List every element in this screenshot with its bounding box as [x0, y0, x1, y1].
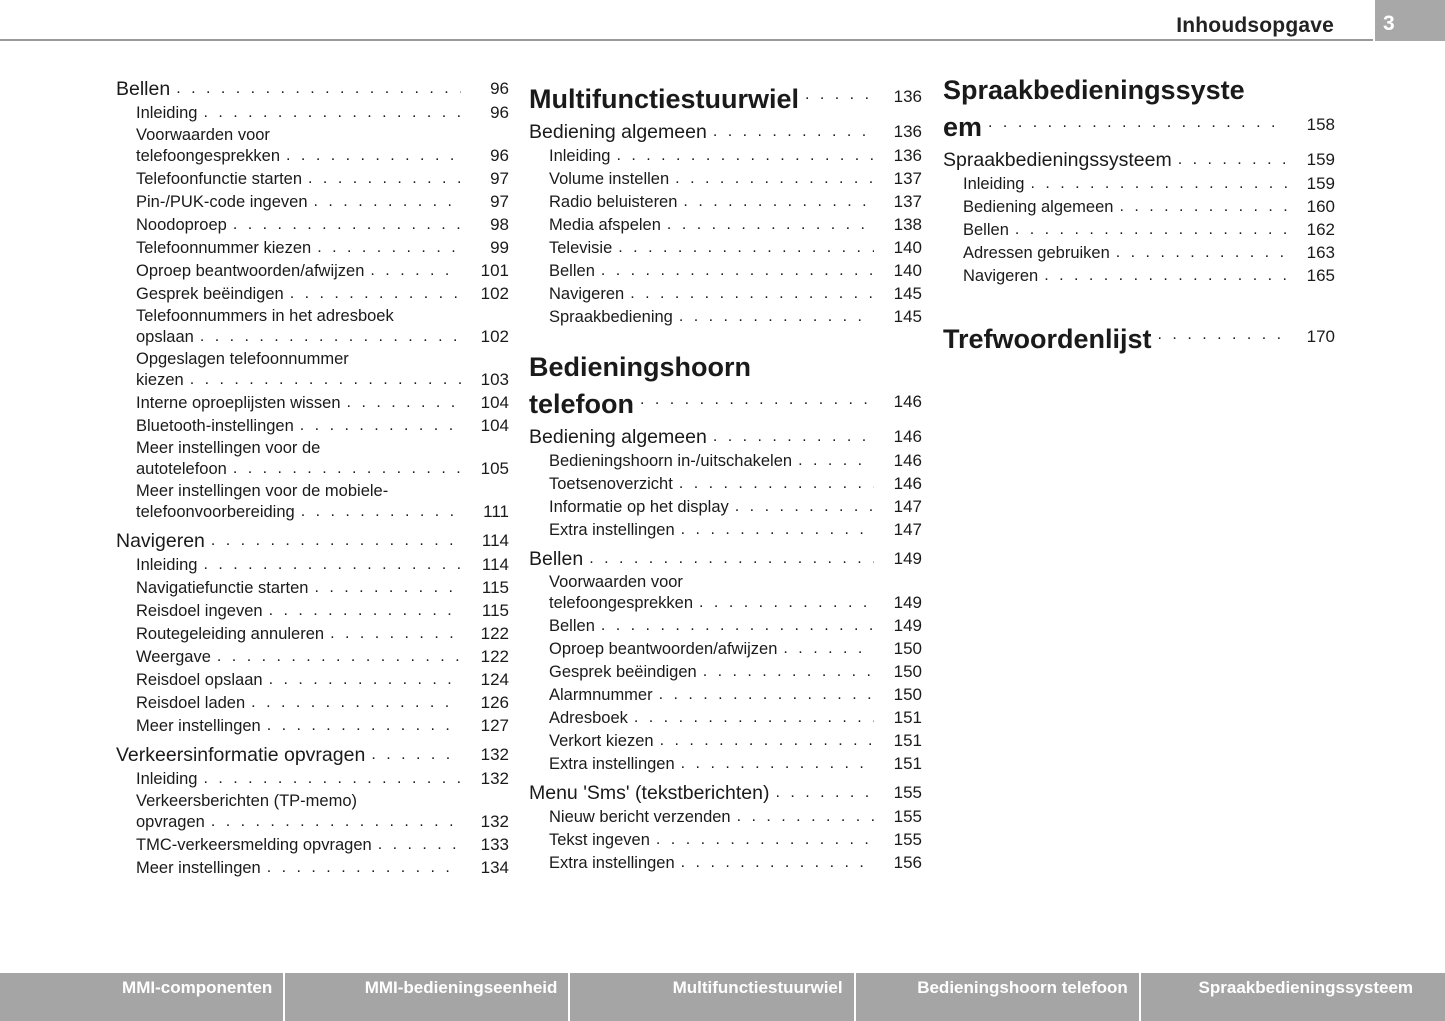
toc-chapter[interactable]	[943, 316, 1335, 353]
toc-subsection[interactable]	[116, 554, 509, 575]
toc-page-number: 145	[893, 284, 922, 303]
toc-entry-title: Bellen	[549, 617, 595, 635]
page-number: 3	[1383, 12, 1395, 35]
dot-leader	[1116, 242, 1287, 263]
dot-leader	[634, 707, 874, 728]
dot-leader	[713, 424, 874, 448]
toc-entry-title: Toetsenoverzicht	[549, 475, 673, 493]
toc-page-number: 156	[893, 853, 922, 872]
toc-entry-title: opvragen	[136, 813, 205, 831]
toc-page-number: 132	[480, 812, 509, 831]
toc-entry-title: Televisie	[549, 239, 613, 257]
toc-subsection[interactable]	[116, 415, 509, 436]
dot-leader	[286, 145, 461, 166]
toc-page-number: 136	[893, 122, 922, 141]
toc-page-number: 136	[893, 146, 922, 165]
toc-page-number: 170	[1306, 327, 1335, 346]
toc-column-3	[943, 76, 1335, 353]
dot-leader	[775, 780, 874, 804]
dot-leader	[601, 260, 874, 281]
toc-entry-title: telefoongesprekken	[549, 594, 694, 612]
toc-entry-title: Oproep beantwoorden/afwijzen	[136, 262, 365, 280]
toc-entry-title: Media afspelen	[549, 216, 661, 234]
dot-leader	[659, 684, 874, 705]
toc-entry-title: Spraakbediening	[549, 308, 673, 326]
toc-subsection[interactable]	[529, 473, 922, 494]
toc-page-number: 114	[481, 531, 509, 550]
toc-entry-title: Bediening algemeen	[963, 198, 1114, 216]
header-rule	[0, 39, 1373, 41]
toc-entry-title: Voorwaarden voor	[136, 126, 270, 144]
toc-page-number: 140	[893, 261, 922, 280]
dot-leader	[211, 811, 461, 832]
toc-subsection[interactable]	[116, 623, 509, 644]
toc-page-number: 151	[893, 754, 922, 773]
toc-subsection[interactable]	[116, 349, 509, 390]
dot-leader	[805, 76, 874, 109]
toc-page-number: 132	[480, 745, 509, 764]
toc-entry-title: Gesprek beëindigen	[549, 663, 697, 681]
toc-page-number: 158	[1306, 115, 1335, 134]
dot-leader	[378, 834, 461, 855]
dot-leader	[371, 742, 461, 766]
page-title: Inhoudsopgave	[1176, 14, 1334, 37]
toc-entry-title: Reisdoel ingeven	[136, 602, 263, 620]
toc-entry-title: Spraakbedieningssysteem	[943, 149, 1172, 171]
toc-entry-title: Nieuw bericht verzenden	[549, 808, 731, 826]
toc-subsection[interactable]	[529, 283, 922, 304]
dot-leader	[1178, 147, 1287, 171]
toc-subsection[interactable]	[529, 519, 922, 540]
toc-chapter[interactable]	[529, 353, 922, 418]
toc-entry-title: Weergave	[136, 648, 211, 666]
dot-leader	[267, 715, 461, 736]
dot-leader	[314, 577, 461, 598]
toc-page-number: 96	[490, 146, 509, 165]
dot-leader	[308, 168, 461, 189]
toc-column-1	[116, 76, 509, 878]
toc-entry-title: Verkeersberichten (TP-memo)	[136, 792, 357, 810]
toc-entry-title: Trefwoordenlijst	[943, 324, 1152, 354]
toc-page-number: 98	[490, 215, 509, 234]
toc-subsection[interactable]	[116, 600, 509, 621]
tab-bedieningshoorn-telefoon[interactable]: Bedieningshoorn telefoon	[856, 973, 1141, 1021]
toc-page-number: 159	[1306, 150, 1335, 169]
toc-subsection[interactable]	[116, 768, 509, 789]
toc-entry-title: Bediening algemeen	[529, 121, 707, 143]
toc-page-number: 134	[480, 858, 509, 877]
dot-leader	[713, 119, 874, 143]
toc-entry-title: Oproep beantwoorden/afwijzen	[549, 640, 778, 658]
toc-page-number: 111	[483, 502, 509, 521]
toc-page-number: 122	[480, 624, 509, 643]
toc-subsection[interactable]	[116, 577, 509, 598]
toc-entry-title: Extra instellingen	[549, 755, 675, 773]
toc-entry-title: Opgeslagen telefoonnummer	[136, 350, 349, 368]
dot-leader	[1158, 316, 1287, 349]
toc-subsection[interactable]	[529, 852, 922, 873]
dot-leader	[737, 806, 874, 827]
dot-leader	[640, 381, 874, 414]
dot-leader	[681, 852, 874, 873]
dot-leader	[190, 369, 461, 390]
toc-subsection[interactable]	[529, 306, 922, 327]
toc-entry-title: TMC-verkeersmelding opvragen	[136, 836, 372, 854]
toc-section[interactable]	[943, 147, 1335, 171]
dot-leader	[314, 191, 461, 212]
toc-page-number: 96	[490, 79, 509, 98]
toc-page-number: 150	[893, 639, 922, 658]
toc-page-number: 162	[1306, 220, 1335, 239]
toc-subsection[interactable]	[943, 173, 1335, 194]
toc-page-number: 137	[893, 169, 922, 188]
toc-page-number: 147	[893, 520, 922, 539]
toc-subsection[interactable]	[529, 496, 922, 517]
toc-page-number: 155	[893, 783, 922, 802]
toc-entry-title: Bluetooth-instellingen	[136, 417, 294, 435]
toc-subsection[interactable]	[116, 481, 509, 522]
toc-subsection[interactable]	[529, 730, 922, 751]
toc-entry-title: Navigeren	[963, 267, 1039, 285]
toc-subsection[interactable]	[529, 707, 922, 728]
toc-page-number: 127	[480, 716, 509, 735]
toc-subsection[interactable]	[116, 260, 509, 281]
toc-entry-title: Meer instellingen voor de	[136, 439, 321, 457]
dot-leader	[667, 214, 874, 235]
toc-page-number: 151	[893, 708, 922, 727]
toc-entry-title: Inleiding	[136, 770, 198, 788]
toc-entry-title: Telefoonnummers in het adresboek	[136, 307, 394, 325]
toc-entry-title: Meer instellingen	[136, 859, 261, 877]
toc-section[interactable]	[116, 742, 509, 766]
toc-page-number: 96	[490, 103, 509, 122]
toc-subsection[interactable]	[116, 168, 509, 189]
toc-subsection[interactable]	[529, 191, 922, 212]
dot-leader	[675, 168, 874, 189]
toc-entry-title: Noodoproep	[136, 216, 227, 234]
dot-leader	[988, 104, 1287, 137]
toc-entry-title: Reisdoel opslaan	[136, 671, 263, 689]
toc-column-2	[529, 76, 922, 873]
toc-page-number: 160	[1306, 197, 1335, 216]
dot-leader	[703, 661, 874, 682]
toc-subsection[interactable]	[529, 237, 922, 258]
toc-subsection[interactable]	[529, 806, 922, 827]
toc-subsection[interactable]	[529, 572, 922, 613]
dot-leader	[656, 829, 874, 850]
toc-section[interactable]	[116, 528, 509, 552]
dot-leader	[783, 638, 874, 659]
toc-page-number: 126	[480, 693, 509, 712]
dot-leader	[683, 191, 874, 212]
toc-page-number: 132	[480, 769, 509, 788]
toc-entry-title: Extra instellingen	[549, 521, 675, 539]
toc-subsection[interactable]	[943, 219, 1335, 240]
toc-section[interactable]	[529, 119, 922, 143]
toc-chapter[interactable]	[943, 76, 1335, 141]
toc-entry-title: Tekst ingeven	[549, 831, 650, 849]
toc-subsection[interactable]	[529, 615, 922, 636]
dot-leader	[211, 528, 461, 552]
toc-entry-title: Navigeren	[549, 285, 625, 303]
toc-page-number: 151	[893, 731, 922, 750]
toc-page-number: 149	[893, 593, 922, 612]
toc-page-number: 155	[893, 807, 922, 826]
toc-page-number: 115	[481, 578, 509, 597]
dot-leader	[233, 458, 461, 479]
toc-entry-title: telefoonvoorbereiding	[136, 503, 295, 521]
toc-entry-title: Informatie op het display	[549, 498, 729, 516]
dot-leader	[601, 615, 874, 636]
tab-mmi-bedieningseenheid[interactable]: MMI-bedieningseenheid	[285, 973, 570, 1021]
tab-mmi-componenten[interactable]: MMI-componenten	[0, 973, 285, 1021]
toc-page-number: 150	[893, 662, 922, 681]
dot-leader	[269, 600, 461, 621]
toc-entry-title: Adresboek	[549, 709, 628, 727]
toc-subsection[interactable]	[529, 168, 922, 189]
dot-leader	[203, 768, 461, 789]
toc-entry-title: Voorwaarden voor	[549, 573, 683, 591]
dot-leader	[1030, 173, 1287, 194]
toc-page-number: 137	[893, 192, 922, 211]
dot-leader	[370, 260, 461, 281]
toc-entry-title: Pin-/PUK-code ingeven	[136, 193, 308, 211]
toc-entry-title: Gesprek beëindigen	[136, 285, 284, 303]
toc-page-number: 146	[893, 474, 922, 493]
dot-leader	[203, 102, 461, 123]
toc-entry-title: Bellen	[549, 262, 595, 280]
toc-entry-title: Bellen	[529, 548, 584, 570]
toc-page-number: 103	[480, 370, 509, 389]
toc-entry-title: kiezen	[136, 371, 184, 389]
toc-subsection[interactable]	[116, 237, 509, 258]
toc-page-number: 146	[893, 392, 922, 411]
toc-entry-title: Radio beluisteren	[549, 193, 678, 211]
toc-page-number: 99	[490, 238, 509, 257]
toc-entry-title: Multifunctiestuurwiel	[529, 84, 799, 114]
toc-entry-title: Bedieningshoorn	[529, 352, 751, 382]
toc-subsection[interactable]	[529, 829, 922, 850]
toc-subsection[interactable]	[116, 191, 509, 212]
toc-section[interactable]	[529, 546, 922, 570]
tab-spraakbedieningssysteem[interactable]: Spraakbedieningssysteem	[1198, 978, 1414, 997]
dot-leader	[233, 214, 461, 235]
toc-entry-title: autotelefoon	[136, 460, 227, 478]
toc-entry-title: Bediening algemeen	[529, 426, 707, 448]
section-tab-bar	[0, 973, 1445, 1021]
dot-leader	[200, 326, 461, 347]
dot-leader	[217, 646, 461, 667]
toc-page-number: 159	[1306, 174, 1335, 193]
toc-entry-title: Routegeleiding annuleren	[136, 625, 325, 643]
toc-subsection[interactable]	[116, 392, 509, 413]
toc-page-number: 146	[893, 451, 922, 470]
toc-subsection[interactable]	[116, 646, 509, 667]
toc-subsection[interactable]	[529, 450, 922, 471]
toc-entry-title: Inleiding	[549, 147, 611, 165]
toc-entry-title: Navigeren	[116, 530, 205, 552]
dot-leader	[679, 306, 874, 327]
toc-entry-title: Adressen gebruiken	[963, 244, 1110, 262]
dot-leader	[251, 692, 461, 713]
dot-leader	[630, 283, 874, 304]
toc-page-number: 97	[490, 169, 509, 188]
dot-leader	[798, 450, 874, 471]
toc-subsection[interactable]	[116, 214, 509, 235]
toc-subsection[interactable]	[116, 102, 509, 123]
dot-leader	[1044, 265, 1287, 286]
toc-page-number: 145	[893, 307, 922, 326]
toc-entry-title: Spraakbedieningssyste	[943, 75, 1245, 105]
toc-page-number: 149	[893, 616, 922, 635]
dot-leader	[660, 730, 874, 751]
toc-page-number: 140	[893, 238, 922, 257]
toc-entry-title: Inleiding	[963, 175, 1025, 193]
toc-entry-title: Reisdoel laden	[136, 694, 246, 712]
dot-leader	[347, 392, 461, 413]
toc-entry-title: Verkort kiezen	[549, 732, 654, 750]
toc-entry-title: em	[943, 112, 983, 142]
dot-leader	[681, 519, 874, 540]
toc-entry-title: opslaan	[136, 328, 194, 346]
toc-page-number: 138	[893, 215, 922, 234]
dot-leader	[317, 237, 461, 258]
toc-section[interactable]	[529, 780, 922, 804]
toc-subsection[interactable]	[529, 260, 922, 281]
dot-leader	[300, 415, 461, 436]
toc-subsection[interactable]	[529, 684, 922, 705]
toc-subsection[interactable]	[116, 125, 509, 166]
toc-section[interactable]	[116, 76, 509, 100]
page-number-box	[1375, 0, 1445, 41]
toc-entry-title: Inleiding	[136, 556, 198, 574]
toc-page-number: 149	[893, 549, 922, 568]
toc-subsection[interactable]	[529, 661, 922, 682]
toc-subsection[interactable]	[529, 638, 922, 659]
toc-entry-title: Meer instellingen voor de mobiele-	[136, 482, 389, 500]
dot-leader	[618, 237, 874, 258]
toc-page-number: 122	[480, 647, 509, 666]
toc-page-number: 147	[893, 497, 922, 516]
toc-page-number: 102	[480, 327, 509, 346]
toc-subsection[interactable]	[529, 753, 922, 774]
dot-leader	[203, 554, 461, 575]
toc-entry-title: Alarmnummer	[549, 686, 653, 704]
tab-multifunctiestuurwiel[interactable]: Multifunctiestuurwiel	[570, 973, 855, 1021]
toc-page-number: 101	[480, 261, 509, 280]
toc-page-number: 136	[893, 87, 922, 106]
dot-leader	[269, 669, 461, 690]
toc-page-number: 105	[480, 459, 509, 478]
toc-page-number: 97	[490, 192, 509, 211]
toc-page-number: 146	[893, 427, 922, 446]
dot-leader	[1119, 196, 1287, 217]
toc-entry-title: Telefoonnummer kiezen	[136, 239, 312, 257]
toc-entry-title: telefoon	[529, 389, 634, 419]
toc-entry-title: telefoongesprekken	[136, 147, 281, 165]
toc-page-number: 163	[1306, 243, 1335, 262]
toc-entry-title: Navigatiefunctie starten	[136, 579, 309, 597]
dot-leader	[1015, 219, 1287, 240]
toc-page-number: 133	[480, 835, 509, 854]
dot-leader	[176, 76, 461, 100]
toc-page-number: 155	[893, 830, 922, 849]
toc-entry-title: Inleiding	[136, 104, 198, 122]
toc-entry-title: Bedieningshoorn in-/uitschakelen	[549, 452, 793, 470]
toc-subsection[interactable]	[116, 715, 509, 736]
toc-section[interactable]	[529, 424, 922, 448]
toc-page-number: 115	[481, 601, 509, 620]
toc-subsection[interactable]	[116, 857, 509, 878]
toc-page-number: 165	[1306, 266, 1335, 285]
dot-leader	[589, 546, 874, 570]
toc-page-number: 150	[893, 685, 922, 704]
toc-entry-title: Extra instellingen	[549, 854, 675, 872]
toc-page-number: 102	[480, 284, 509, 303]
toc-subsection[interactable]	[116, 669, 509, 690]
toc-subsection[interactable]	[116, 692, 509, 713]
dot-leader	[699, 592, 874, 613]
toc-subsection[interactable]	[116, 834, 509, 855]
toc-entry-title: Menu 'Sms' (tekstberichten)	[529, 782, 770, 804]
toc-subsection[interactable]	[943, 196, 1335, 217]
toc-page-number: 104	[480, 416, 509, 435]
toc-entry-title: Bellen	[116, 78, 171, 100]
toc-subsection[interactable]	[943, 242, 1335, 263]
toc-page-number: 104	[480, 393, 509, 412]
dot-leader	[616, 145, 874, 166]
dot-leader	[679, 473, 874, 494]
toc-entry-title: Bellen	[963, 221, 1009, 239]
toc-subsection[interactable]	[943, 265, 1335, 286]
dot-leader	[681, 753, 874, 774]
dot-leader	[330, 623, 461, 644]
toc-entry-title: Interne oproeplijsten wissen	[136, 394, 341, 412]
toc-entry-title: Verkeersinformatie opvragen	[116, 744, 366, 766]
toc-subsection[interactable]	[529, 145, 922, 166]
toc-page-number: 114	[481, 555, 509, 574]
dot-leader	[301, 501, 461, 522]
toc-subsection[interactable]	[116, 283, 509, 304]
toc-entry-title: Telefoonfunctie starten	[136, 170, 303, 188]
toc-page-number: 124	[480, 670, 509, 689]
dot-leader	[735, 496, 874, 517]
toc-entry-title: Meer instellingen	[136, 717, 261, 735]
toc-subsection[interactable]	[116, 791, 509, 832]
toc-subsection[interactable]	[529, 214, 922, 235]
toc-entry-title: Volume instellen	[549, 170, 670, 188]
dot-leader	[267, 857, 461, 878]
toc-subsection[interactable]	[116, 438, 509, 479]
toc-subsection[interactable]	[116, 306, 509, 347]
dot-leader	[290, 283, 461, 304]
toc-chapter[interactable]	[529, 76, 922, 113]
